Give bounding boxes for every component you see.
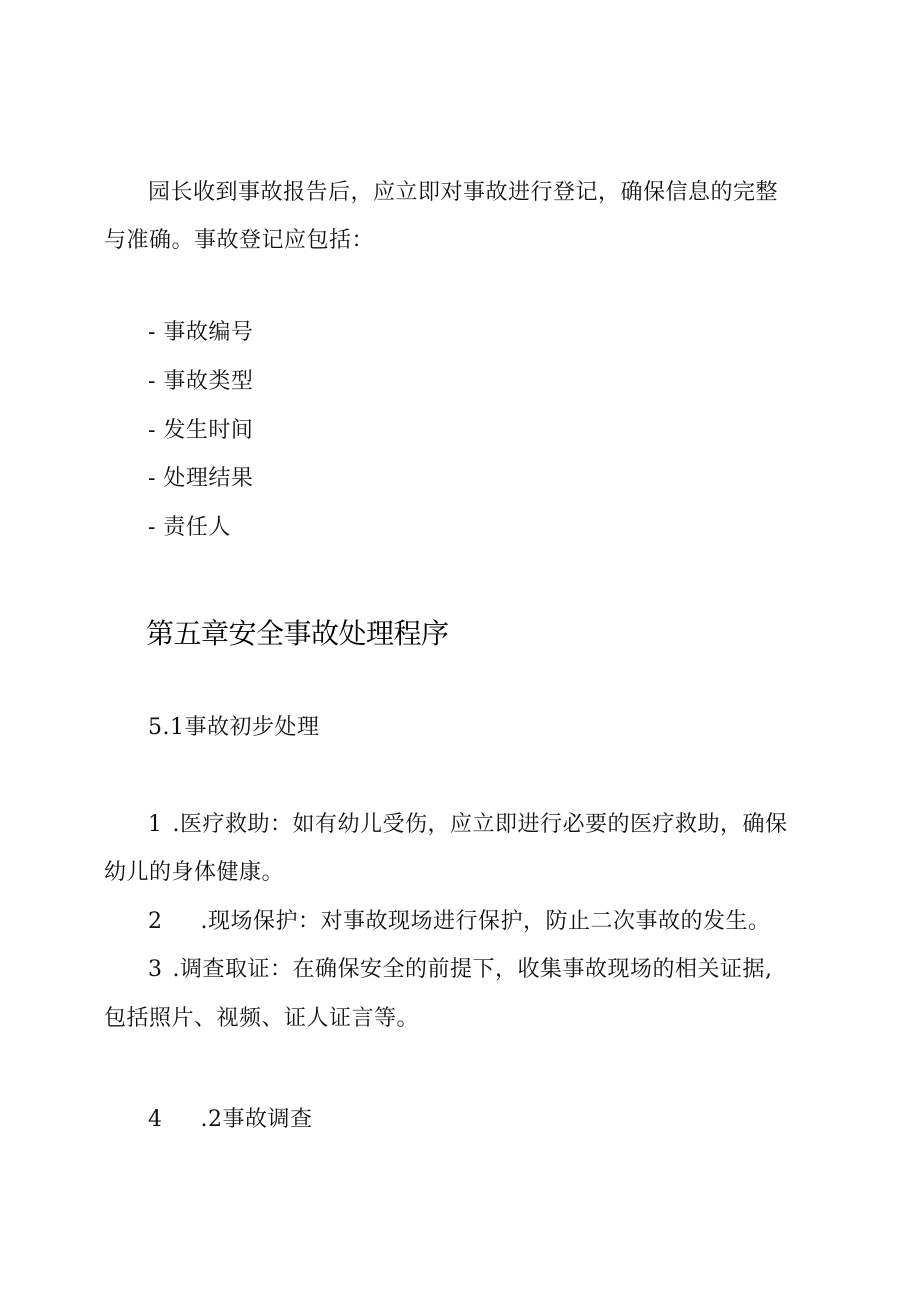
section-next-number: 4 — [148, 1107, 163, 1132]
step-1-line-2: 幼儿的身体健康。 — [104, 860, 285, 885]
step-3-line-1 — [148, 955, 773, 985]
section-next-text: .2事故调查 — [200, 1107, 313, 1132]
step-3-line-2: 包括照片、视频、证人证言等。 — [104, 1006, 420, 1031]
step-1-text: .医疗救助：如有幼儿受伤，应立即进行必要的医疗救助，确保 — [172, 812, 788, 837]
step-2-text: .现场保护：对事故现场进行保护，防止二次事故的发生。 — [200, 909, 771, 934]
intro-paragraph-line-1: 园长收到事故报告后，应立即对事故进行登记，确保信息的完整 — [148, 180, 779, 205]
step-1-line-1 — [148, 810, 788, 840]
section-5-1-title: 5.1事故初步处理 — [148, 715, 320, 740]
intro-paragraph-line-2: 与准确。事故登记应包括： — [104, 228, 375, 253]
step-3-text: .调查取证：在确保安全的前提下，收集事故现场的相关证据, — [172, 957, 773, 982]
step-2-line — [148, 907, 771, 937]
step-1-number: 1 — [148, 812, 163, 837]
step-3-number: 3 — [148, 957, 163, 982]
register-item-number: - 事故编号 — [148, 320, 254, 345]
chapter-title: 第五章安全事故处理程序 — [146, 617, 449, 650]
register-item-responsible: - 责任人 — [148, 515, 231, 540]
register-item-time: - 发生时间 — [148, 418, 254, 443]
section-next-title — [148, 1105, 313, 1135]
register-item-result: - 处理结果 — [148, 466, 254, 491]
step-2-number: 2 — [148, 909, 163, 934]
register-item-type: - 事故类型 — [148, 369, 254, 394]
